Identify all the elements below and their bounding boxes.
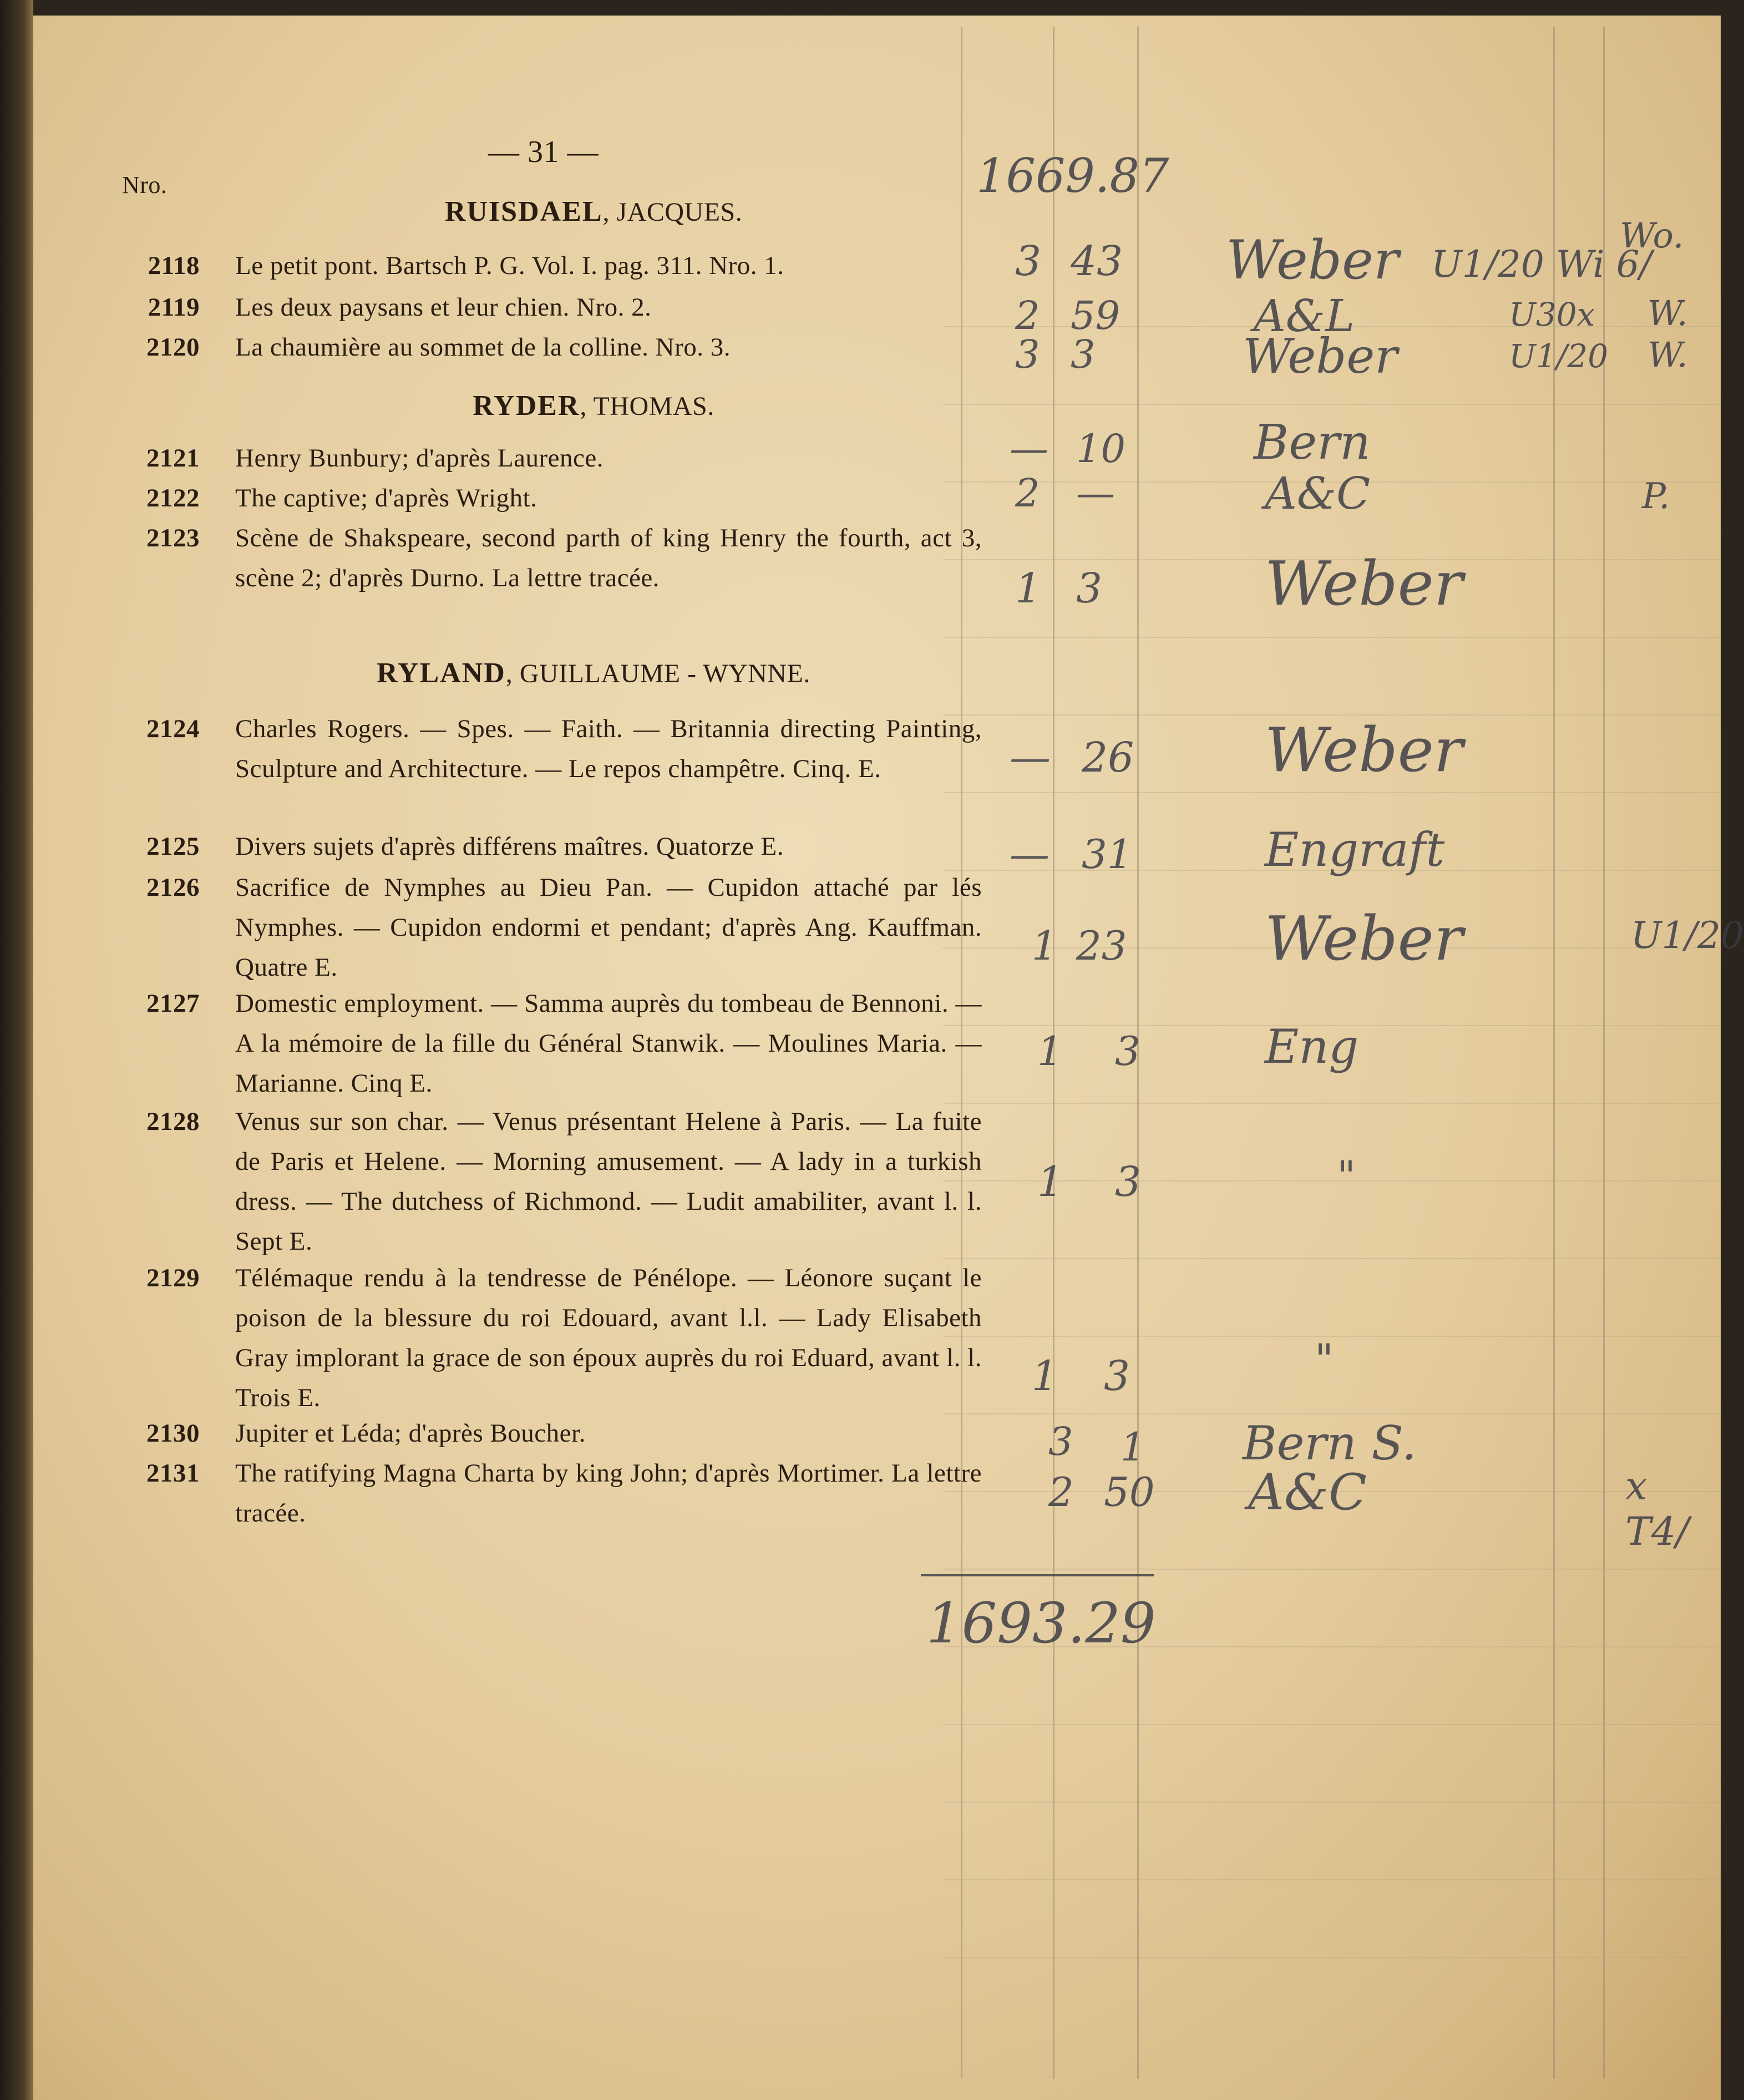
- catalog-entry: [116, 1413, 982, 1453]
- entry-text: The captive; d'après Wright.: [235, 484, 538, 513]
- handwritten-note: U30x: [1509, 296, 1595, 333]
- handwritten-note: U1/20: [1631, 914, 1744, 957]
- handwritten-price-fl: 1: [1032, 1352, 1058, 1400]
- entry-number: 2118: [148, 251, 200, 280]
- entry-number: 2131: [146, 1459, 200, 1488]
- handwritten-buyer: A&C: [1265, 468, 1371, 519]
- handwritten-buyer: Bern: [1254, 415, 1371, 470]
- catalog-entry: [116, 1258, 982, 1418]
- handwritten-price-kr: 3: [1104, 1352, 1130, 1400]
- handwritten-buyer: Weber: [1265, 714, 1463, 785]
- catalog-entry: [116, 983, 982, 1103]
- handwritten-price-kr: 26: [1082, 734, 1134, 782]
- entry-text: Le petit pont. Bartsch P. G. Vol. I. pag. 311. Nro. 1.: [235, 251, 784, 280]
- handwritten-buyer: Bern S.: [1243, 1416, 1417, 1470]
- handwritten-price-fl: 3: [1048, 1419, 1073, 1464]
- entry-text: La chaumière au sommet de la colline. Nro. 3.: [235, 333, 731, 362]
- handwritten-carry-over: 1669.87: [976, 149, 1169, 203]
- entry-text: Scène de Shakspeare, second parth of king Henry the fourth, act 3, scène 2; d'après Durno. La lettre tracée.: [235, 524, 982, 592]
- artist-given-name: , THOMAS.: [580, 392, 714, 421]
- catalog-entry: [116, 478, 982, 518]
- handwritten-buyer: Weber: [1243, 329, 1398, 384]
- entry-text: Les deux paysans et leur chien. Nro. 2.: [235, 293, 652, 322]
- catalog-entry: [116, 1102, 982, 1261]
- entry-number: 2126: [146, 873, 200, 902]
- entry-text: Henry Bunbury; d'après Laurence.: [235, 444, 604, 473]
- entry-text: Sacrifice de Nymphes au Dieu Pan. — Cupidon attaché par lés Nymphes. — Cupidon endormi et pendant; d'après Ang. Kauffman. Quatre E.: [235, 873, 982, 982]
- entry-text: Télémaque rendu à la tendresse de Pénélope. — Léonore suçant le poison de la blessure du roi Edouard, avant l.l. — Lady Elisabeth Gray implorant la grace de son époux auprès du roi Eduard, avant l. l. Trois E.: [235, 1264, 982, 1412]
- handwritten-price-fl: 1: [1015, 565, 1042, 612]
- artist-name: RYLAND: [377, 657, 506, 689]
- handwritten-price-kr: 50: [1104, 1469, 1155, 1515]
- entry-number: 2119: [148, 293, 200, 322]
- handwritten-price-kr: 23: [1076, 922, 1127, 969]
- catalog-entry: [116, 246, 982, 286]
- handwritten-price-kr: 3: [1076, 565, 1103, 612]
- handwritten-buyer: A&L: [1254, 290, 1355, 342]
- handwritten-price-fl: 1: [1037, 1028, 1063, 1074]
- handwritten-buyer: Eng: [1265, 1019, 1359, 1074]
- entry-text: Domestic employment. — Samma auprès du tombeau de Bennoni. — A la mémoire de la fille du Général Stanwik. — Moulines Maria. — Marianne. Cinq E.: [235, 989, 982, 1098]
- handwritten-price-kr: 43: [1071, 237, 1123, 285]
- catalog-entry: [116, 826, 982, 866]
- handwritten-buyer: Weber: [1265, 548, 1463, 619]
- handwritten-price-kr: 31: [1082, 831, 1133, 877]
- handwritten-price-kr: 3: [1115, 1158, 1142, 1206]
- handwritten-buyer: Engraft: [1265, 823, 1445, 877]
- catalog-entry: [116, 518, 982, 598]
- handwritten-extra: Wo.: [1620, 215, 1684, 256]
- entry-text: Charles Rogers. — Spes. — Faith. — Britannia directing Painting, Sculpture and Architecture. — Le repos champêtre. Cinq. E.: [235, 714, 982, 783]
- page-number: — 31 —: [488, 135, 599, 169]
- handwritten-price-kr: 3: [1071, 332, 1096, 377]
- entry-number: 2120: [146, 333, 200, 362]
- handwritten-price-kr: 1: [1121, 1424, 1145, 1470]
- ledger-rule: [1603, 27, 1605, 2079]
- handwritten-buyer: Weber: [1226, 229, 1399, 291]
- entry-text: Jupiter et Léda; d'après Boucher.: [235, 1419, 586, 1448]
- handwritten-extra: P.: [1642, 476, 1670, 517]
- handwritten-price-fl: 2: [1015, 470, 1040, 516]
- catalog-entry: [116, 709, 982, 789]
- catalog-entry: [116, 327, 982, 367]
- handwritten-price-fl: 1: [1032, 922, 1057, 969]
- handwritten-extra: W.: [1647, 334, 1688, 375]
- section-heading: [233, 386, 954, 427]
- artist-given-name: , GUILLAUME - WYNNE.: [505, 659, 810, 688]
- handwritten-price-fl: —: [1010, 734, 1051, 782]
- entry-number: 2121: [146, 444, 200, 473]
- entry-text: Divers sujets d'après différens maîtres. Quatorze E.: [235, 832, 784, 861]
- handwritten-note: x T4/: [1625, 1463, 1689, 1554]
- catalog-entry: [116, 868, 982, 987]
- section-heading: [233, 192, 954, 232]
- handwritten-price-kr: 59: [1071, 293, 1121, 338]
- total-underline: [921, 1574, 1154, 1576]
- catalog-entry: [116, 438, 982, 478]
- handwritten-price-kr: 3: [1115, 1028, 1140, 1074]
- entry-number: 2122: [146, 484, 200, 513]
- entry-number: 2128: [146, 1107, 200, 1136]
- entry-text: The ratifying Magna Charta by king John; d'après Mortimer. La lettre tracée.: [235, 1459, 982, 1528]
- handwritten-price-fl: 2: [1015, 293, 1040, 338]
- entry-number: 2124: [146, 714, 200, 743]
- handwritten-price-fl: 2: [1048, 1469, 1074, 1515]
- artist-given-name: , JACQUES.: [602, 197, 743, 227]
- handwritten-price-fl: —: [1010, 426, 1048, 471]
- handwritten-total: 1693.29: [926, 1591, 1156, 1656]
- handwritten-note: U1/20 Wi 6/: [1431, 243, 1652, 286]
- artist-name: RYDER: [473, 390, 580, 422]
- handwritten-price-kr: 10: [1076, 426, 1126, 471]
- entry-text: Venus sur son char. — Venus présentant Helene à Paris. — La fuite de Paris et Helene. — Morning amusement. — A lady in a turkish dress. — The dutchess of Richmond. — Ludit amabiliter, avant l. l. Sept E.: [235, 1107, 982, 1256]
- handwritten-buyer: Weber: [1265, 903, 1463, 974]
- handwritten-price-fl: 3: [1015, 237, 1042, 285]
- handwritten-note: U1/20: [1509, 337, 1609, 375]
- entry-number: 2130: [146, 1419, 200, 1448]
- ledger-rule: [1553, 27, 1555, 2079]
- entry-number: 2125: [146, 832, 200, 861]
- handwritten-buyer: A&C: [1248, 1463, 1367, 1521]
- handwritten-extra: W.: [1647, 293, 1688, 333]
- catalog-entry: [116, 287, 982, 327]
- catalog-entry: [116, 1453, 982, 1533]
- handwritten-price-kr: —: [1076, 470, 1115, 516]
- nro-column-label: Nro.: [122, 171, 168, 199]
- entry-number: 2127: [146, 989, 200, 1018]
- entry-number: 2129: [146, 1264, 200, 1292]
- book-spine: [0, 0, 33, 2100]
- handwritten-price-fl: 1: [1037, 1158, 1064, 1206]
- section-heading: [233, 653, 954, 694]
- artist-name: RUISDAEL: [444, 196, 603, 227]
- ledger-page: [33, 16, 1744, 2100]
- handwritten-buyer: ": [1337, 1153, 1356, 1200]
- entry-number: 2123: [146, 524, 200, 552]
- handwritten-price-fl: 3: [1015, 332, 1040, 377]
- handwritten-buyer: ": [1315, 1336, 1334, 1383]
- handwritten-price-fl: —: [1010, 831, 1050, 877]
